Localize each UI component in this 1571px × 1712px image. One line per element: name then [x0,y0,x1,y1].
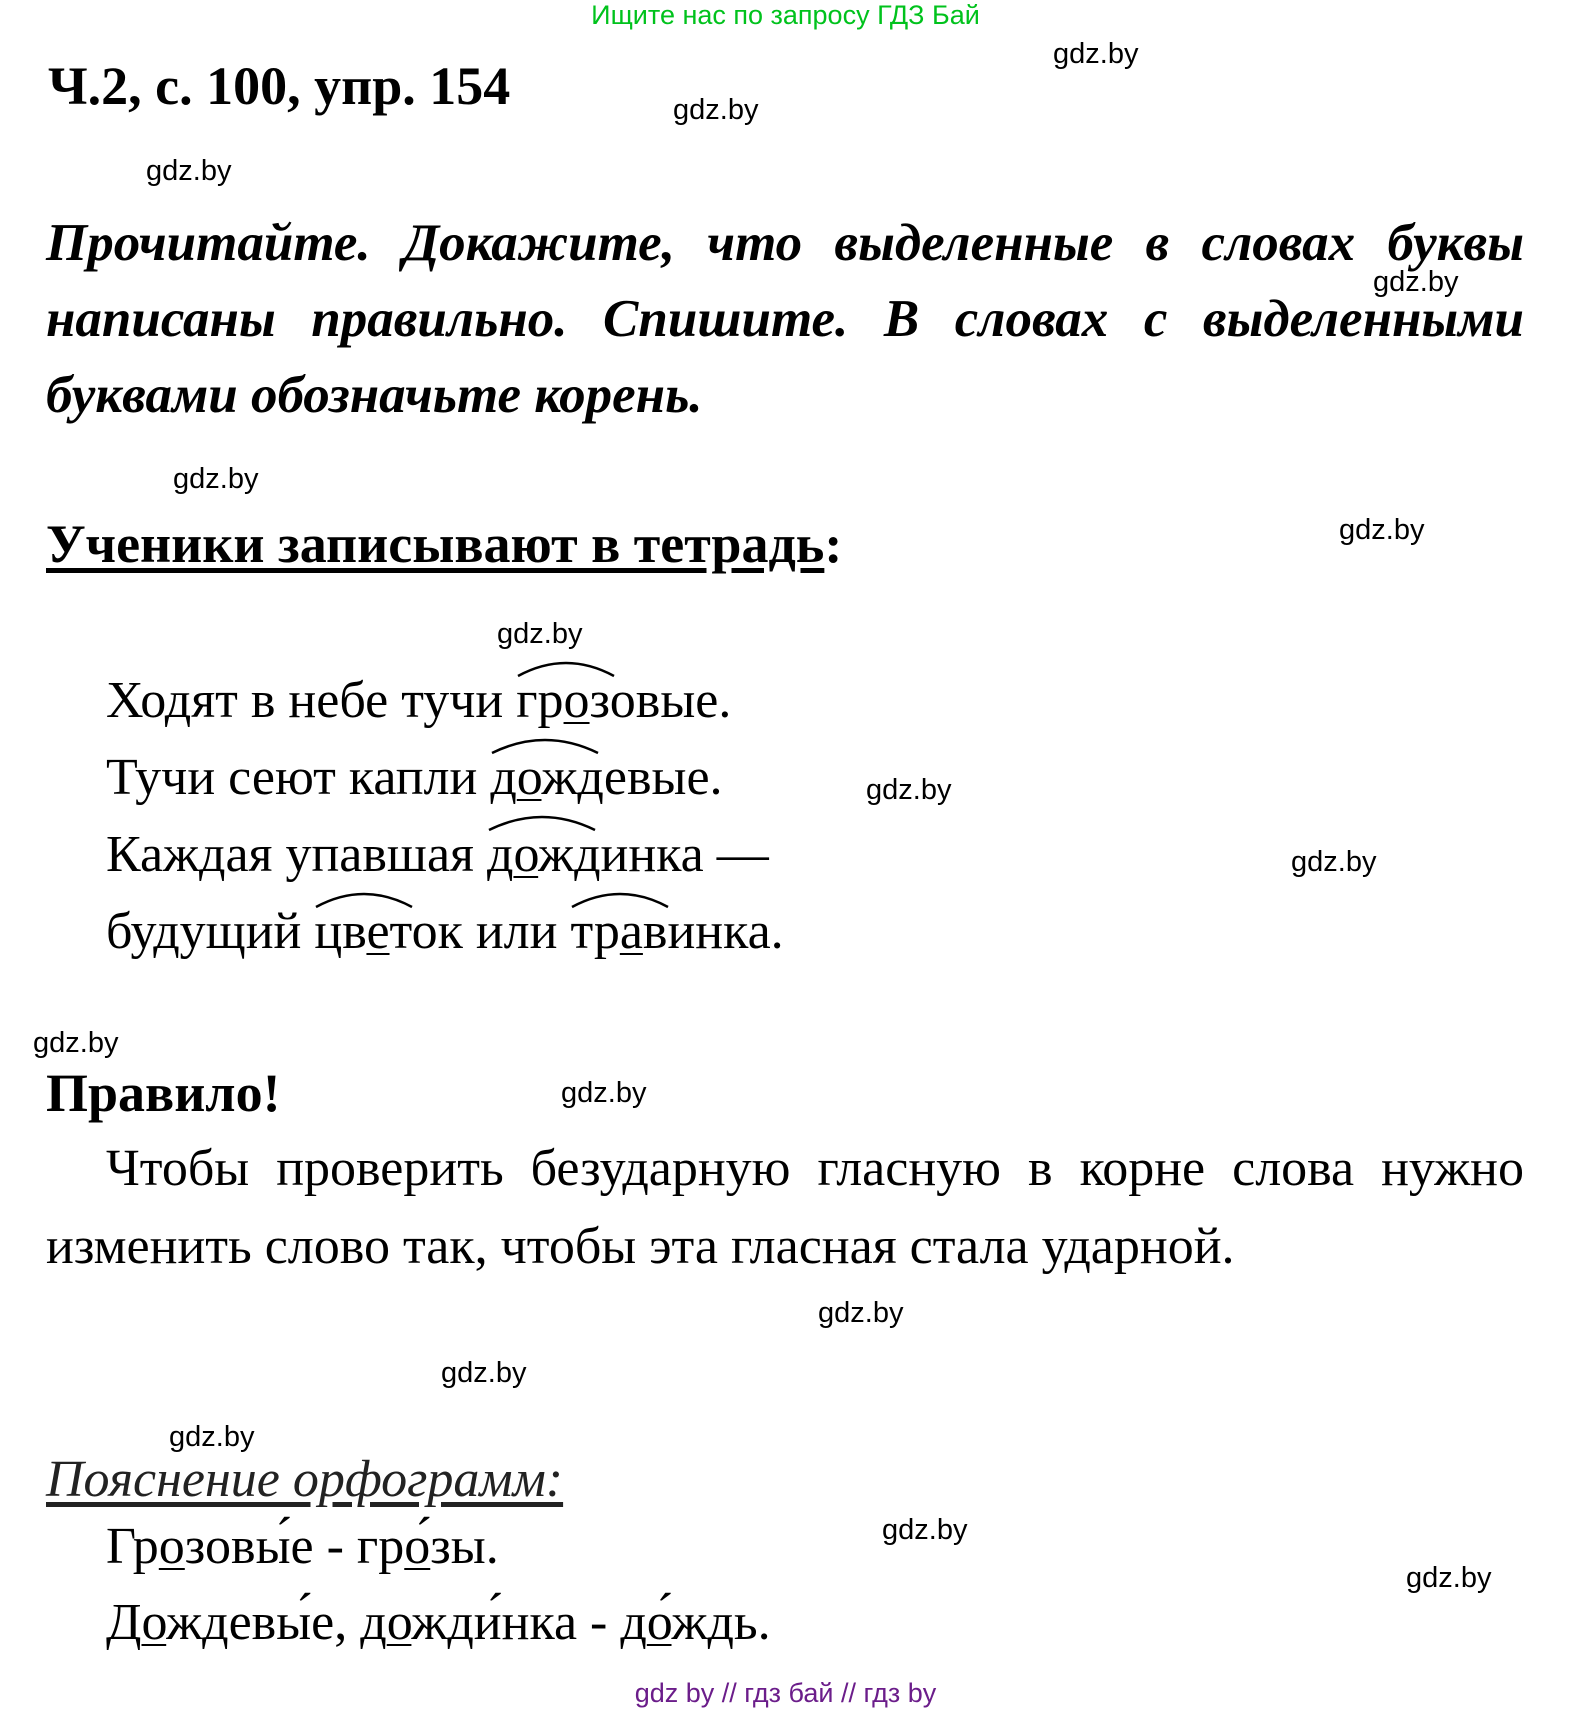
underlined-vowel: о [563,672,590,729]
word-part: ждинка [538,826,704,883]
watermark: gdz.by [1406,1562,1492,1594]
watermark: gdz.by [173,463,259,495]
punctuation: . [709,749,723,806]
root-arc [490,735,600,755]
word-part: тр [570,903,620,960]
watermark: gdz.by [169,1421,255,1453]
section-heading-colon: : [824,514,843,574]
word-part: жди́нка - д [411,1594,647,1651]
watermark: gdz.by [33,1027,119,1059]
word-part: д [490,749,517,806]
rule-body: Чтобы проверить безударную гласную в корне слова нужно изменить слово так, чтобы эта гласная стала ударной. [46,1140,1524,1275]
word-part: гр [516,672,564,729]
footer-links: gdz by // гдз бай // гдз by [634,1678,937,1708]
watermark: gdz.by [1053,38,1139,70]
root-word [570,903,770,960]
watermark: gdz.by [882,1514,968,1546]
word-part: зовые [589,672,719,729]
top-banner: Ищите нас по запросу ГДЗ Бай [591,0,980,30]
watermark: gdz.by [1373,266,1459,298]
watermark: gdz.by [1291,846,1377,878]
poem-text: Тучи сеют капли [106,749,491,806]
watermark: gdz.by [441,1357,527,1389]
root-word [490,749,709,806]
root-arc [487,812,597,832]
word-part: ток [389,903,463,960]
underlined-vowel: о [513,826,539,883]
poem-line-3 [106,825,769,884]
root-arc [516,658,616,678]
explanation-heading: Пояснение орфограмм: [46,1451,564,1508]
task-text: Прочитайте. Докажите, что выделенные в словах буквы написаны правильно. Спишите. В словах с выделенными буквами обозначьте корень. [46,214,1524,424]
word-part: Д [106,1594,142,1651]
root-arc [314,889,414,909]
watermark: gdz.by [146,155,232,187]
underlined-vowel: о [516,749,542,806]
poem-text: будущий [106,903,315,960]
root-arc [570,889,670,909]
watermark: gdz.by [818,1297,904,1329]
rule-text [46,1130,1524,1286]
watermark: gdz.by [1339,514,1425,546]
underlined-vowel: а [619,903,643,960]
underlined-vowel: о́ [404,1518,431,1575]
exercise-title: Ч.2, с. 100, упр. 154 [48,56,511,116]
underlined-vowel: о́ [646,1594,672,1651]
poem-text: или [462,903,571,960]
poem-line-1 [106,671,731,730]
watermark: gdz.by [497,618,583,650]
word-part: зовы́е - гр [184,1518,405,1575]
section-heading [46,513,842,575]
underlined-vowel: о [386,1594,412,1651]
word-part: зы. [430,1518,499,1575]
poem-line-2 [106,748,723,807]
word-part: цв [314,903,367,960]
watermark: gdz.by [561,1077,647,1109]
word-part: ждь. [671,1594,771,1651]
underlined-vowel: о [141,1594,167,1651]
punctuation: . [770,903,784,960]
explanation-line-1 [106,1517,499,1576]
word-part: д [486,826,514,883]
underlined-vowel: о [158,1518,185,1575]
word-part: Гр [106,1518,159,1575]
watermark: gdz.by [673,94,759,126]
punctuation: — [703,826,769,883]
punctuation: . [718,672,732,729]
poem-line-4 [106,902,784,961]
word-part: ждевы́е, д [166,1594,387,1651]
word-part: ждевые [541,749,710,806]
poem-text: Ходят в небе тучи [106,672,517,729]
watermark: gdz.by [866,774,952,806]
underlined-vowel: е [366,903,390,960]
root-word [516,672,589,729]
explanation-line-2 [106,1593,771,1652]
word-part: винка [642,903,771,960]
poem-text: Каждая упавшая [106,826,487,883]
root-word [314,903,462,960]
root-word [487,826,704,883]
section-heading-text: Ученики записывают в тетрадь [46,514,825,574]
rule-title: Правило! [46,1063,281,1123]
